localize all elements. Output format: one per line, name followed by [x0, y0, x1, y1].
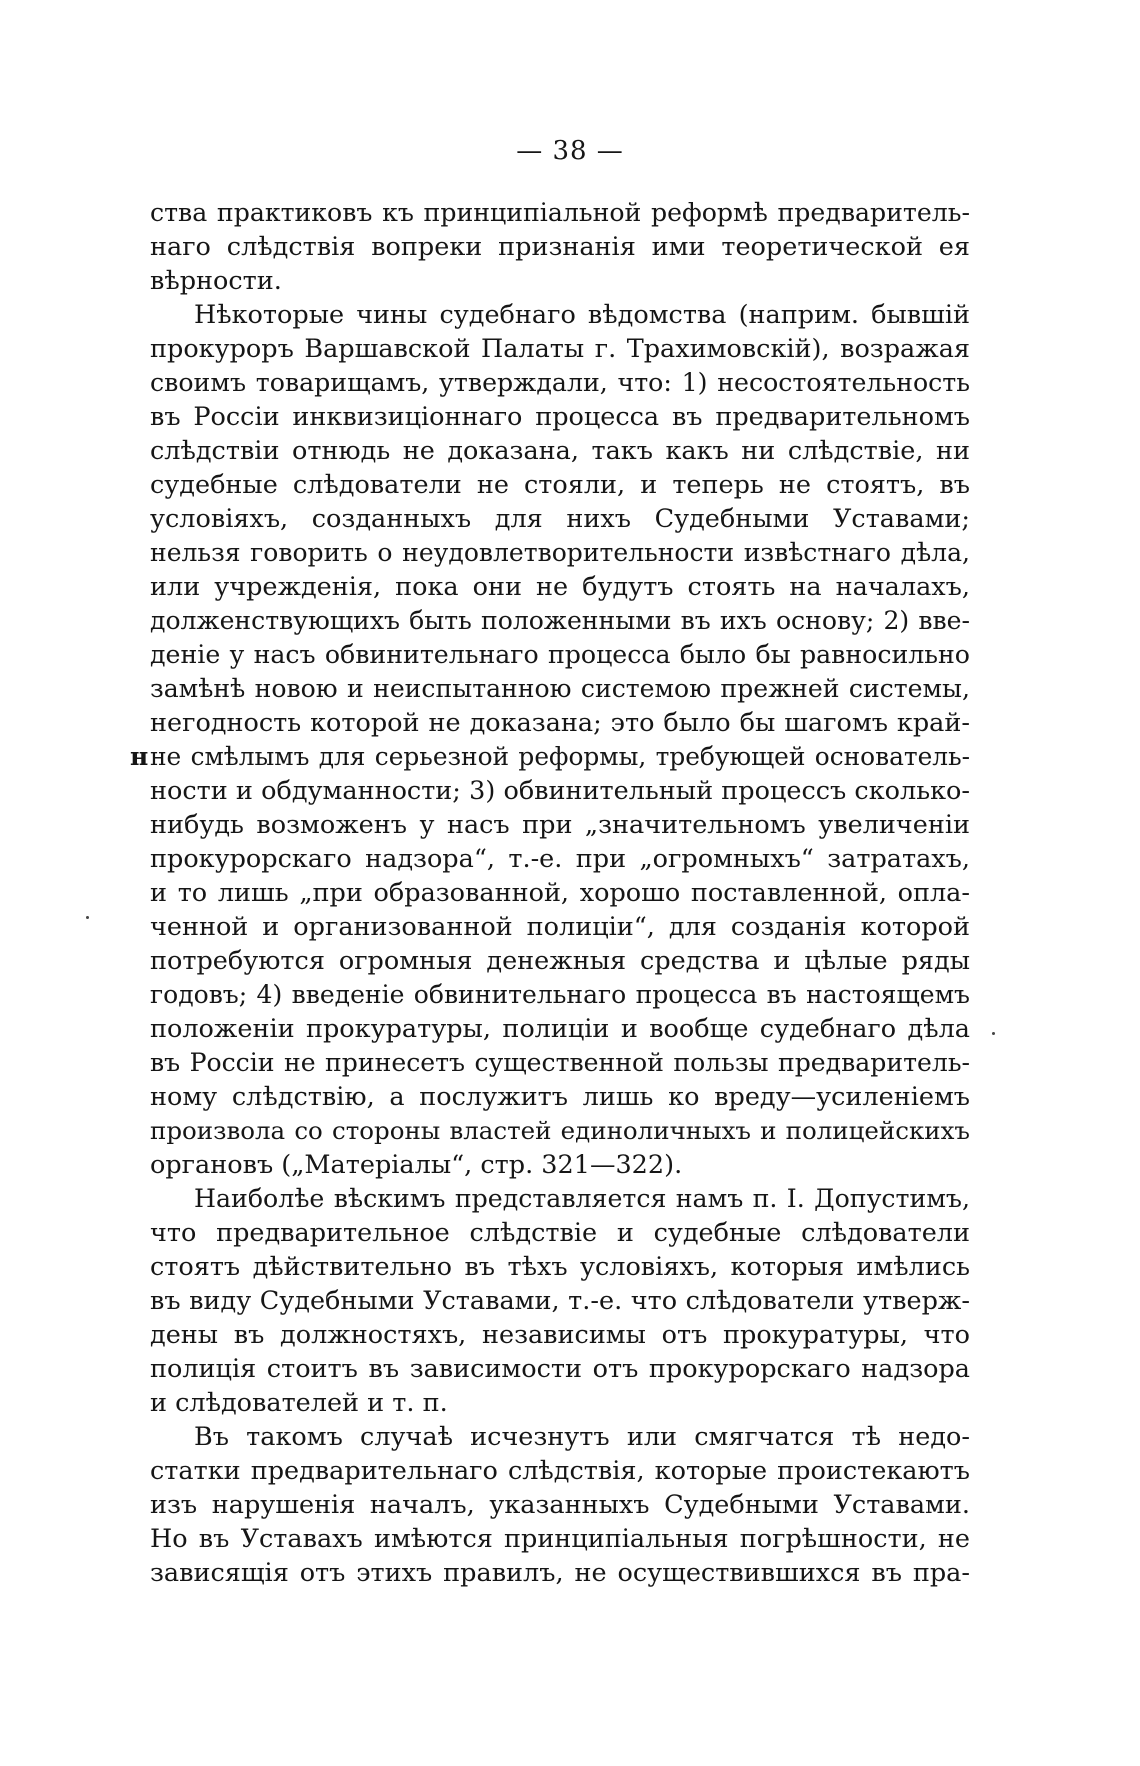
text-line: ченной и организованной полиціи“, для созданія которой — [150, 912, 970, 942]
text-line: положеніи прокуратуры, полиціи и вообще судебнаго дѣла — [150, 1014, 970, 1044]
text-line: ства практиковъ къ принципіальной реформѣ предваритель- — [150, 198, 970, 227]
body-text — [150, 196, 970, 1590]
text-line: нельзя говорить о неудовлетворительности извѣстнаго дѣла, — [150, 538, 970, 567]
text-line: негодность которой не доказана; это было бы шагомъ край- — [150, 708, 970, 738]
page-number: — 38 — — [516, 136, 624, 166]
text-line: наго слѣдствія вопреки признанія ими теоретической ея — [150, 232, 970, 262]
text-line: нибудь возможенъ у насъ при „значительномъ увеличеніи — [150, 810, 970, 840]
text-line: изъ нарушенія началъ, указанныхъ Судебными Уставами. — [150, 1490, 970, 1520]
text-line: и то лишь „при образованной, хорошо поставленной, опла- — [150, 878, 970, 908]
text-line: деніе у насъ обвинительнаго процесса было бы равносильно — [150, 640, 970, 669]
text-line: потребуются огромныя денежныя средства и цѣлые ряды — [150, 946, 970, 976]
text-line: органовъ („Матеріалы“, стр. 321—322). — [150, 1150, 683, 1180]
text-line: статки предварительнаго слѣдствія, которые проистекаютъ — [150, 1456, 970, 1486]
text-line: въ Россіи инквизиціоннаго процесса въ предварительномъ — [150, 402, 970, 432]
text-line: вѣрности. — [150, 266, 282, 296]
text-line: прокуроръ Варшавской Палаты г. Трахимовскій), возражая — [150, 334, 970, 364]
text-line: замѣнѣ новою и неиспытанною системою прежней системы, — [150, 674, 970, 703]
text-line: прокурорскаго надзора“, т.-е. при „огромныхъ“ затратахъ, — [150, 844, 970, 874]
text-line: или учрежденія, пока они не будутъ стоять на началахъ, — [150, 572, 970, 602]
text-line: въ виду Судебными Уставами, т.-е. что слѣдователи утверж- — [150, 1286, 970, 1316]
text-line: судебные слѣдователи не стояли, и теперь не стоятъ, въ — [150, 470, 970, 500]
text-line: не смѣлымъ для серьезной реформы, требующей основатель- — [150, 742, 970, 771]
stray-mark — [86, 916, 89, 919]
text-line: дены въ должностяхъ, независимы отъ прокуратуры, что — [150, 1320, 970, 1350]
margin-mark: н — [130, 742, 149, 771]
text-line: что предварительное слѣдствіе и судебные слѣдователи — [150, 1218, 970, 1248]
text-line: и слѣдователей и т. п. — [150, 1388, 448, 1418]
text-line: Въ такомъ случаѣ исчезнутъ или смягчатся тѣ недо- — [194, 1422, 970, 1452]
stray-mark — [992, 1032, 995, 1035]
text-line: Наиболѣе вѣскимъ представляется намъ п. I. Допустимъ, — [194, 1184, 970, 1213]
text-line: Нѣкоторые чины судебнаго вѣдомства (наприм. бывшій — [194, 300, 970, 330]
text-line: долженствующихъ быть положенными въ ихъ основу; 2) вве- — [150, 606, 970, 635]
text-line: своимъ товарищамъ, утверждали, что: 1) несостоятельность — [150, 368, 970, 397]
text-line: ному слѣдствію, а послужитъ лишь ко вреду—усиленіемъ — [150, 1082, 970, 1112]
text-line: слѣдствіи отнюдь не доказана, такъ какъ ни слѣдствіе, ни — [150, 436, 970, 466]
text-line: произвола со стороны властей единоличныхъ и полицейскихъ — [150, 1116, 970, 1145]
text-line: Но въ Уставахъ имѣются принципіальныя погрѣшности, не — [150, 1524, 970, 1554]
text-line: годовъ; 4) введеніе обвинительнаго процесса въ настоящемъ — [150, 980, 970, 1009]
text-line: въ Россіи не принесетъ существенной пользы предваритель- — [150, 1048, 970, 1077]
text-line: стоятъ дѣйствительно въ тѣхъ условіяхъ, которыя имѣлись — [150, 1252, 970, 1282]
text-line: полиція стоитъ въ зависимости отъ прокурорскаго надзора — [150, 1354, 970, 1384]
text-line: условіяхъ, созданныхъ для нихъ Судебными Уставами; — [150, 504, 970, 534]
text-line: ности и обдуманности; 3) обвинительный процессъ сколько- — [150, 776, 970, 806]
text-line: зависящія отъ этихъ правилъ, не осуществившихся въ пра- — [150, 1558, 970, 1588]
